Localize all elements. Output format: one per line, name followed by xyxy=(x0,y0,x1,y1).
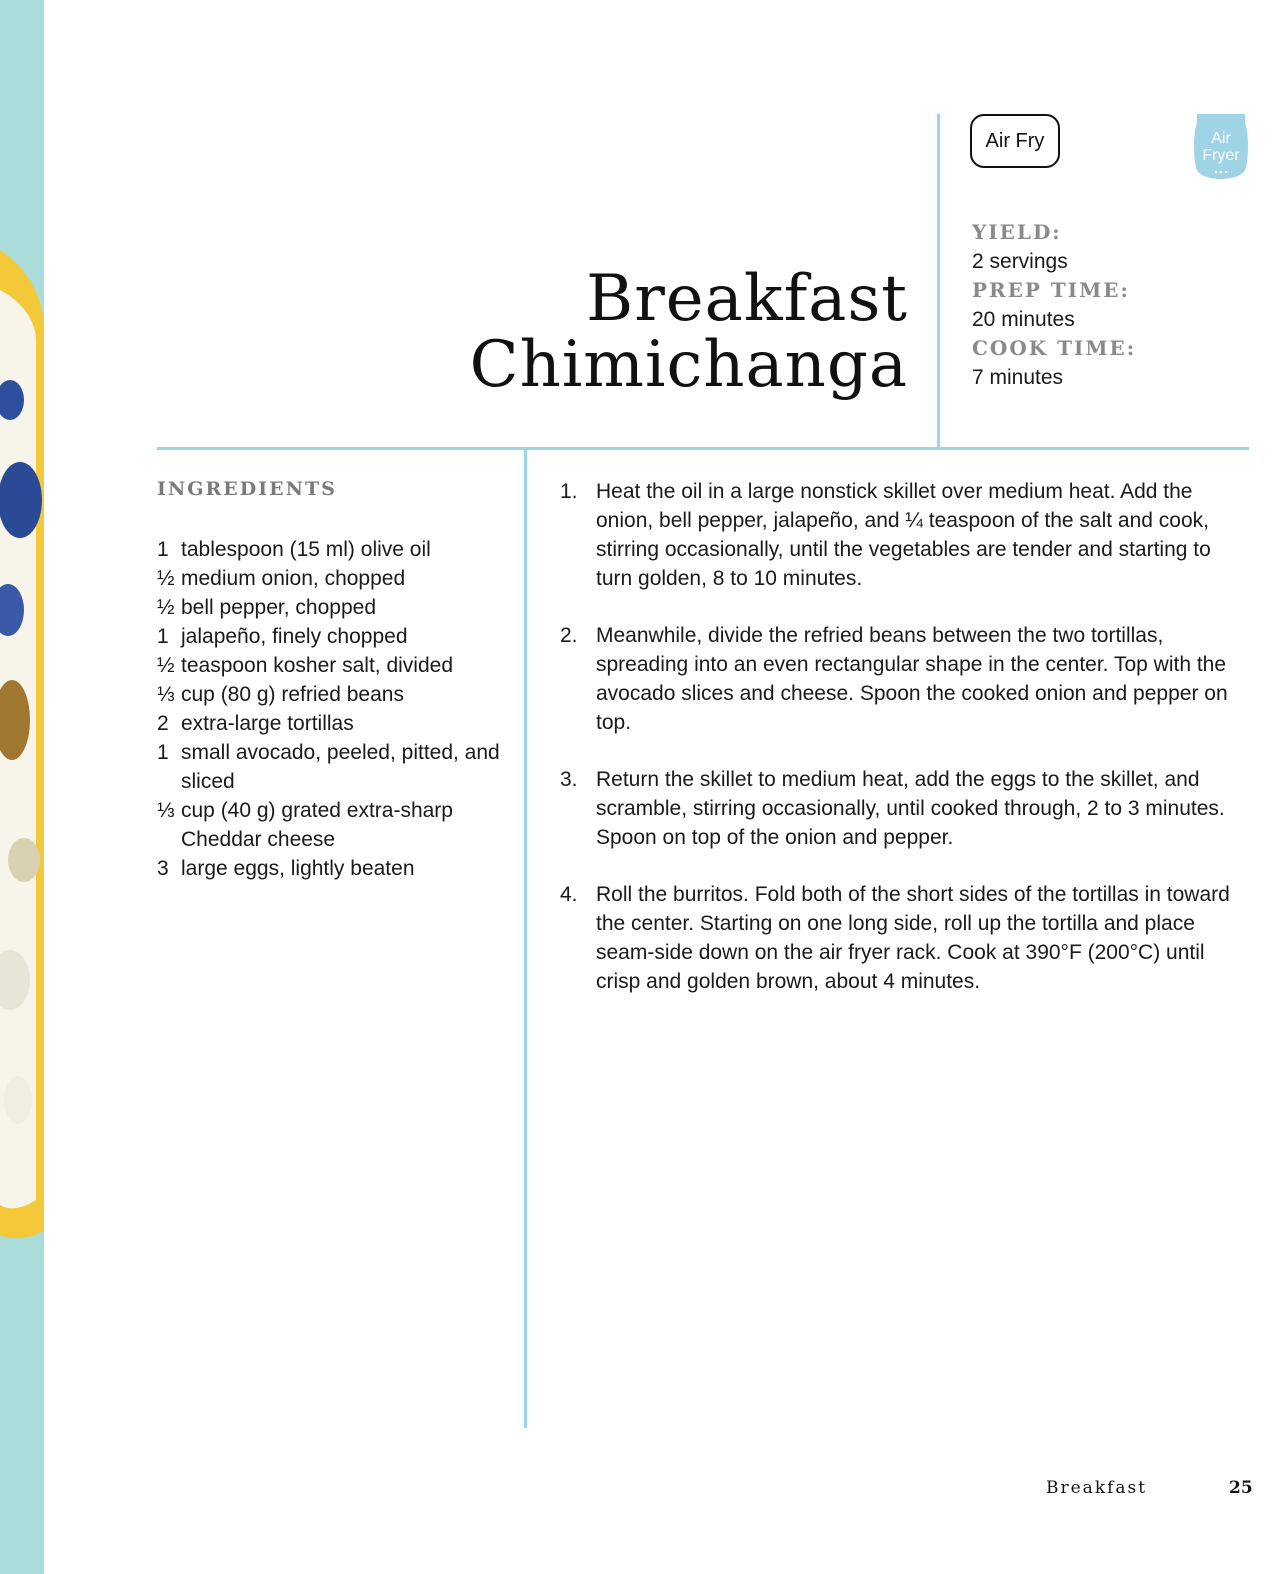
ingredient-item xyxy=(157,651,517,680)
ingredient-qty: ⅓ xyxy=(157,799,175,822)
ingredient-qty: 1 xyxy=(157,741,169,764)
ingredient-qty: 1 xyxy=(157,625,169,648)
instruction-step xyxy=(560,477,1250,593)
ingredients-heading: INGREDIENTS xyxy=(157,478,337,500)
ingredient-item xyxy=(157,738,517,796)
ingredient-text: tablespoon (15 ml) olive oil xyxy=(181,538,431,561)
step-number: 3. xyxy=(560,768,578,791)
ingredients-list xyxy=(157,535,517,883)
recipe-title xyxy=(469,262,908,402)
ingredient-item xyxy=(157,854,517,883)
header-divider-horizontal xyxy=(157,447,1249,450)
ingredient-text: teaspoon kosher salt, divided xyxy=(181,654,454,677)
ingredient-text: bell pepper, chopped xyxy=(181,596,376,619)
ingredient-item xyxy=(157,680,517,709)
recipe-title-line-1: Breakfast xyxy=(586,262,908,336)
ingredient-text: small avocado, peeled, pitted, and sliced xyxy=(181,741,500,793)
ingredient-item xyxy=(157,622,517,651)
recipe-title-line-2: Chimichanga xyxy=(469,328,908,402)
yield-label: YIELD: xyxy=(972,220,1062,244)
yield-value: 2 servings xyxy=(972,250,1068,273)
food-photo-edge xyxy=(0,0,44,1574)
air-fryer-tag-line-1: Air xyxy=(1211,130,1231,147)
step-number: 2. xyxy=(560,624,578,647)
instructions-list xyxy=(560,477,1250,1024)
step-text: Heat the oil in a large nonstick skillet over medium heat. Add the onion, bell pepper, jalapeño, and ¼ teaspoon of the salt and cook, stirring occasionally, until the vegetables are tender and starting to turn golden, 8 to 10 minutes. xyxy=(596,480,1211,590)
ingredient-text: large eggs, lightly beaten xyxy=(181,857,415,880)
prep-time-label: PREP TIME: xyxy=(972,278,1130,302)
footer-section-name: Breakfast xyxy=(1046,1478,1148,1498)
ingredient-text: jalapeño, finely chopped xyxy=(181,625,408,648)
ingredient-item xyxy=(157,593,517,622)
ingredient-qty: ½ xyxy=(157,567,175,590)
ingredient-qty: 3 xyxy=(157,857,169,880)
ingredient-qty: 2 xyxy=(157,712,169,735)
ingredient-text: cup (40 g) grated extra-sharp Cheddar cheese xyxy=(181,799,453,851)
instruction-step xyxy=(560,621,1250,737)
page-number: 25 xyxy=(1229,1478,1253,1498)
step-number: 4. xyxy=(560,883,578,906)
cook-time-label: COOK TIME: xyxy=(972,336,1137,360)
prep-time-value: 20 minutes xyxy=(972,308,1075,331)
ingredient-qty: 1 xyxy=(157,538,169,561)
column-divider xyxy=(524,450,527,1428)
header-divider-vertical xyxy=(937,114,940,447)
ingredient-item xyxy=(157,564,517,593)
ingredient-text: extra-large tortillas xyxy=(181,712,354,735)
step-text: Roll the burritos. Fold both of the short sides of the tortillas in toward the center. Starting on one long side, roll up the tortilla and place seam-side down on the air fryer rack. Cook at 390°F (200°C) until crisp and golden brown, about 4 minutes. xyxy=(596,883,1230,993)
cook-time-value: 7 minutes xyxy=(972,366,1064,389)
ingredient-item xyxy=(157,709,517,738)
instruction-step xyxy=(560,880,1250,996)
step-text: Return the skillet to medium heat, add the eggs to the skillet, and scramble, stirring occasionally, until cooked through, 2 to 3 minutes. Spoon on top of the onion and pepper. xyxy=(596,768,1225,849)
ingredient-item xyxy=(157,796,517,854)
step-text: Meanwhile, divide the refried beans between the two tortillas, spreading into an even rectangular shape in the center. Top with the avocado slices and cheese. Spoon the cooked onion and pepper on top. xyxy=(596,624,1228,734)
instruction-step xyxy=(560,765,1250,852)
ingredient-qty: ½ xyxy=(157,596,175,619)
recipe-meta xyxy=(972,218,1136,392)
air-fryer-tag-icon xyxy=(1193,112,1249,184)
ingredient-qty: ½ xyxy=(157,654,175,677)
cooking-method-badge: Air Fry xyxy=(970,114,1060,168)
ingredient-text: medium onion, chopped xyxy=(181,567,406,590)
ingredient-qty: ⅓ xyxy=(157,683,175,706)
air-fryer-tag-line-2: Fryer xyxy=(1202,147,1240,164)
ingredient-item xyxy=(157,535,517,564)
ingredient-text: cup (80 g) refried beans xyxy=(181,683,404,706)
step-number: 1. xyxy=(560,480,578,503)
